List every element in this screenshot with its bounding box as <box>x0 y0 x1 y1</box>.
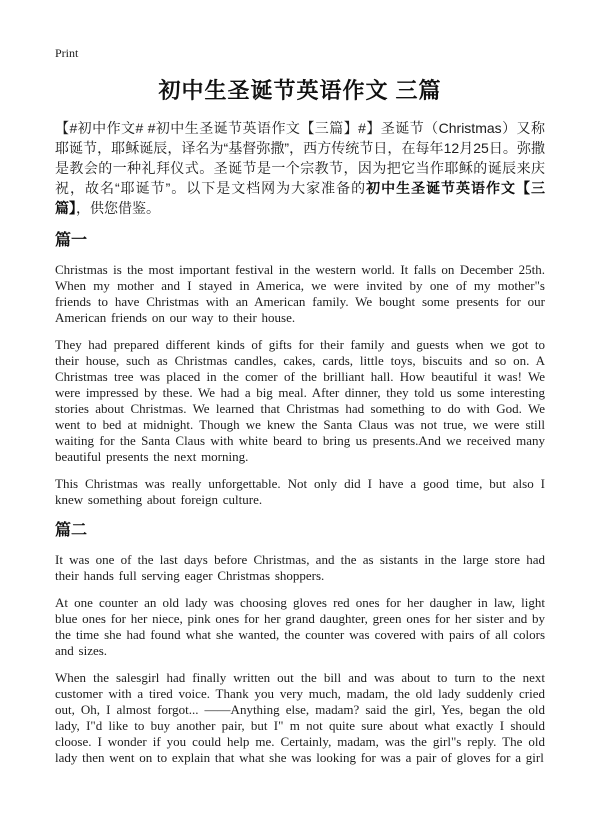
intro-paragraph <box>55 118 545 218</box>
essay-one-paragraph-2: They had prepared different kinds of gifts for their family and guests when we got to their house, such as Christmas candles, cakes, cards, little toys, biscuits and so on. A Christmas tree was placed in the comer of the brilliant hall. How beautiful it was! We were impressed by these. We had a big meal. After dinner, they told us some interesting stories about Christmas. We learned that Christmas had something to do with God. We went to bed at midnight. Though we knew the Santa Claus was not true, we were still waiting for the Santa Claus with white beard to bring us presents.And we received many beautiful presents the next morning. <box>55 337 545 464</box>
essay-two-paragraph-2: At one counter an old lady was choosing gloves red ones for her daugher in law, light blue ones for her niece, pink ones for her grand daughter, green ones for her sister and by the time she had found what she wanted, the counter was covered with pairs of all colors and sizes. <box>55 595 545 658</box>
essay-two-paragraph-3: When the salesgirl had finally written out the bill and was about to turn to the next customer with a tired voice. Thank you very much, madam, the old lady suddenly cried out, Oh, I almost forgot... ——Anything else, madam? said the girl, Yes, began the old lady, I"d like to buy another pair, but I" m not quite sure about what exactly I should cloose. I wonder if you could help me. Certainly, madam, was the girl"s reply. The old lady then went on to explain that what she was looking for was a pair of gloves for a girl <box>55 670 545 765</box>
intro-text-prefix: 【#初中作文# #初中生圣诞节英语作文【三篇】#】圣诞节（Christmas）又称耶诞节，耶稣诞辰，译名为“基督弥撒”，西方传统节日，在每年12月25日。弥撒是教会的一种礼拜仪式。圣诞节是一个宗教节，因为把它当作耶稣的诞辰来庆祝，故名“耶诞节”。以下是文档网为大家准备的 <box>55 120 545 196</box>
essay-two-paragraph-1: It was one of the last days before Christmas, and the as sistants in the large store had their hands full serving eager Christmas shoppers. <box>55 552 545 583</box>
intro-text-suffix: ，供您借鉴。 <box>76 200 160 216</box>
section-heading-one: 篇一 <box>55 232 88 249</box>
intro-text-bold: 初中生圣诞节英语作文【三篇】 <box>55 180 545 216</box>
section-heading-two: 篇二 <box>55 522 88 539</box>
page-title: 初中生圣诞节英语作文 三篇 <box>158 78 442 103</box>
print-link[interactable]: Print <box>55 46 79 60</box>
essay-one-paragraph-3: This Christmas was really unforgettable. Not only did I have a good time, but also I knew something about foreign culture. <box>55 476 545 507</box>
essay-one-paragraph-1: Christmas is the most important festival in the western world. It falls on December 25th. When my mother and I stayed in America, we were invited by one of my mother"s friends to have Christmas with an American family. We bought some presents for our American friends on our way to their house. <box>55 262 545 325</box>
